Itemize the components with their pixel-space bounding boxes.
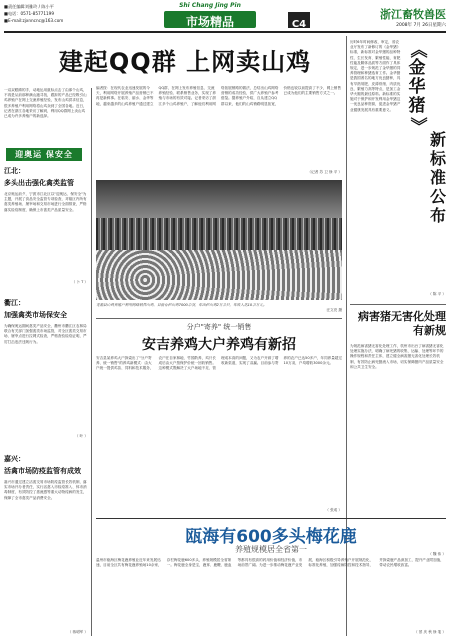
book-title-vertical (406, 40, 428, 135)
disposal-headline-line2: 有新规 (413, 324, 446, 337)
editor-line: ■责任编辑刘雅玲 / 陈小平 (4, 4, 54, 9)
disposal-source: （ 魏 伟 ） (428, 552, 446, 556)
book-headline-char: 准 (429, 168, 446, 187)
story3-headline: 瓯海有600多头梅花鹿 (185, 527, 357, 547)
disposal-headline (350, 310, 446, 338)
section-pinyin: Shi Chang Jing Pin (179, 2, 241, 9)
item-title: 多头出击强化禽类监管 (4, 179, 74, 187)
date-line: 2008年 7月 26日星期六 (396, 23, 446, 28)
photo-credit: 汪文亮 摄 (326, 308, 342, 312)
book-headline-vertical (428, 130, 448, 225)
story2-headline: 安吉养鸡大户养鸡有新招 (142, 337, 296, 353)
page-code-box (288, 12, 310, 28)
story3-body: 温州市瓯海区梅花鹿养殖业近年来发展迅速，目前全区共有梅花鹿养殖场10余家，存栏梅花鹿600多头，养殖规模居全省第一。梅花鹿全身是宝，鹿茸、鹿鞭、鹿血等都具有很高的药用价值和经济价值，市场前景广阔。为进一步推动梅花鹿产业发展，瓯海区积极引导养殖户开展规范化、标准化养殖，加强疫病防控和技术指导，并探索鹿产品深加工，提升产业附加值，带动农民增收致富。 (96, 558, 444, 568)
paper-name: 浙江畜牧兽医 (380, 8, 446, 21)
lead-paragraph: 一双双眼睛的手，动地运用鼠标点击了由那个山鸡，不再是从前那种满山跑寻找，跟踪的产品已经吸引山鸡养殖户在网上交流养殖经验，发布山鸡供求信息，很多养殖户利用网络将山鸡卖到了全国各地。近日，记者在浙江各地采访了解到，利用QQ群网上卖山鸡已成为许多养殖户的新选择。 (4, 88, 87, 119)
photo-caption: 龙游县山鸡养殖户利用网络销售山鸡，目前存栏山鸡7000余羽，年出栏山鸡2万余只，年收入达10余万元。 (96, 303, 267, 307)
email-line: ■E-mail:zjxnncnc@163.com (4, 18, 64, 23)
section-banner (150, 2, 270, 30)
main-story-body: 编者按：在现代农业迅速发展的今天，利用网络开展养殖产品营销已不再是新鲜事。在临安、丽水、金华等地，越来越多的山鸡养殖户通过建立QQ群，在网上发布养殖信息、交流养殖经验、联系销售业务，实现了养殖与市场的有效对接。记者采访了浙江多个山鸡养殖户，了解他们利用网络拓展销路的做法，总结出山鸡网络营销的成功经验，供广大养殖户参考借鉴。据养殖户介绍，自从建立QQ群以来，他们的山鸡销路明显拓宽，价格也较以前提高了不少，网上销售已成为他们的主要销售方式之一。 (96, 86, 341, 106)
section-name-box (164, 11, 256, 28)
story2-source: （ 张成 ） (325, 508, 342, 512)
masthead-rule (4, 31, 446, 33)
item-location: 衢江： (4, 299, 25, 307)
sidebar-label-box (6, 148, 82, 161)
section-name: 市场精品 (185, 15, 234, 29)
item-source: （ 卜 T ） (71, 280, 88, 284)
disposal-headline-line1: 病害猪无害化处理 (358, 310, 446, 323)
item-body: 为确保奥运期间禽类产品安全，衢州市衢江区农林局联合有关部门加强禽类市场监管，对全区禽类交易市场、屠宰点进行拉网式检查，严格查验检疫证明，严厉打击违法违规行为。 (4, 324, 87, 344)
contact-block (4, 3, 124, 24)
right-divider (350, 304, 446, 305)
story2-top-rule (96, 318, 342, 319)
story2-body: 安吉县某养鸡大户探索出了"分户寄养、统一销售"的养鸡新模式：由大户统一提供鸡苗、饲料和技术服务，农户在自家林地、竹园散养，鸡只长成后由大户按保护价统一回收销售。这种模式既解决了大户场地不足、管理成本高的问题，又为农户开辟了增收新渠道，实现了双赢。目前参与寄养的农户已达50多户，年饲养量超过10万羽，户均增收3000余元。 (96, 356, 342, 371)
book-title-char: 猪 (408, 96, 426, 116)
story3-source: （ 蔡 庆 秋 徐 斐 ） (413, 630, 446, 634)
phone-line: ■电话：0571-85771199 (4, 11, 55, 16)
sidebar-label: 迎奥运 保安全 (15, 150, 73, 159)
book-headline-char: 标 (429, 149, 446, 168)
book-title-char: 金 (408, 58, 426, 78)
item-location: 江北： (4, 167, 25, 175)
main-story-byline: （记者 苏 卫 徐 平 ） (307, 170, 342, 174)
book-headline-char: 新 (429, 130, 446, 149)
sidebar-item-qujiang (4, 298, 88, 439)
story2-kicker: 分户"寄养" 统一销售 (186, 323, 252, 331)
book-quote-open: 《 (407, 41, 428, 58)
item-source: （ 蒋明军 ） (67, 630, 88, 634)
sidebar-item-jiangbei (4, 166, 88, 285)
item-title: 加强禽类市场保安全 (4, 311, 67, 319)
story3-top-rule (96, 518, 446, 519)
left-column-rule (91, 88, 92, 636)
story3-subheadline: 养殖规模居全省第一 (235, 545, 307, 554)
item-title: 活禽市场防疫监管有成效 (4, 467, 81, 475)
item-body: 嘉兴市通过建立活禽交易市场防疫监管长效机制，落实市场开办者责任，实行活禽入市检疫准入、休市消毒制度，有效防控了禽流感等重大动物疫病的发生，保障了全市禽类产品消费安全。 (4, 480, 87, 500)
book-headline-char: 布 (429, 206, 446, 225)
book-title-char: 华 (408, 77, 426, 97)
book-quote-close: 》 (407, 117, 428, 134)
item-source: （ 叶 ） (74, 434, 88, 438)
chicken-farm-photo (96, 180, 342, 300)
book-source: （ 陈 平 ） (428, 292, 446, 296)
sidebar-item-jiaxing (4, 454, 88, 635)
disposal-body: 为规范病害猪无害化处理工作，杭州市出台了病害猪无害化处理实施办法，明确了病死猪的收集、运输、处理等环节的操作规程和责任主体，建立健全病害猪无害化处理长效机制，有效防止病死猪流入市场，切实保障猪肉产品质量安全和公共卫生安全。 (350, 344, 444, 369)
page-code: C4 (291, 19, 307, 30)
book-headline-char: 公 (429, 187, 446, 206)
book-body: 历时6年时间修改、审定，省农业厅发布了新修订的《金华猪》标准，新标准对金华猪的品种特性、生长发育、繁殖性能、育肥性能及胴体品质等方面作了具体规定，进一步规范了金华猪的饲养管理和种猪选育工作。金华猪是我国著名的地方优良猪种，具有早熟易肥、皮薄骨细、肉质优良、繁殖力高等特点，是加工金华火腿的最佳原料。新标准的实施对于保护和开发利用金华猪这一优良品种资源，促进金华猪产业健康发展具有重要意义。 (350, 40, 401, 112)
item-location: 嘉兴： (4, 455, 25, 463)
item-body: 北京奥运前夕，宁波市江北区以"迎奥运、保安全"为主题，开展了食品安全监管专项检查，对辖区内所有禽类养殖场、屠宰场和交易市场进行全面排查，严格落实检疫制度，确保上市禽类产品质量安全。 (4, 192, 87, 212)
main-headline: 建起QQ群 上网卖山鸡 (58, 48, 312, 76)
